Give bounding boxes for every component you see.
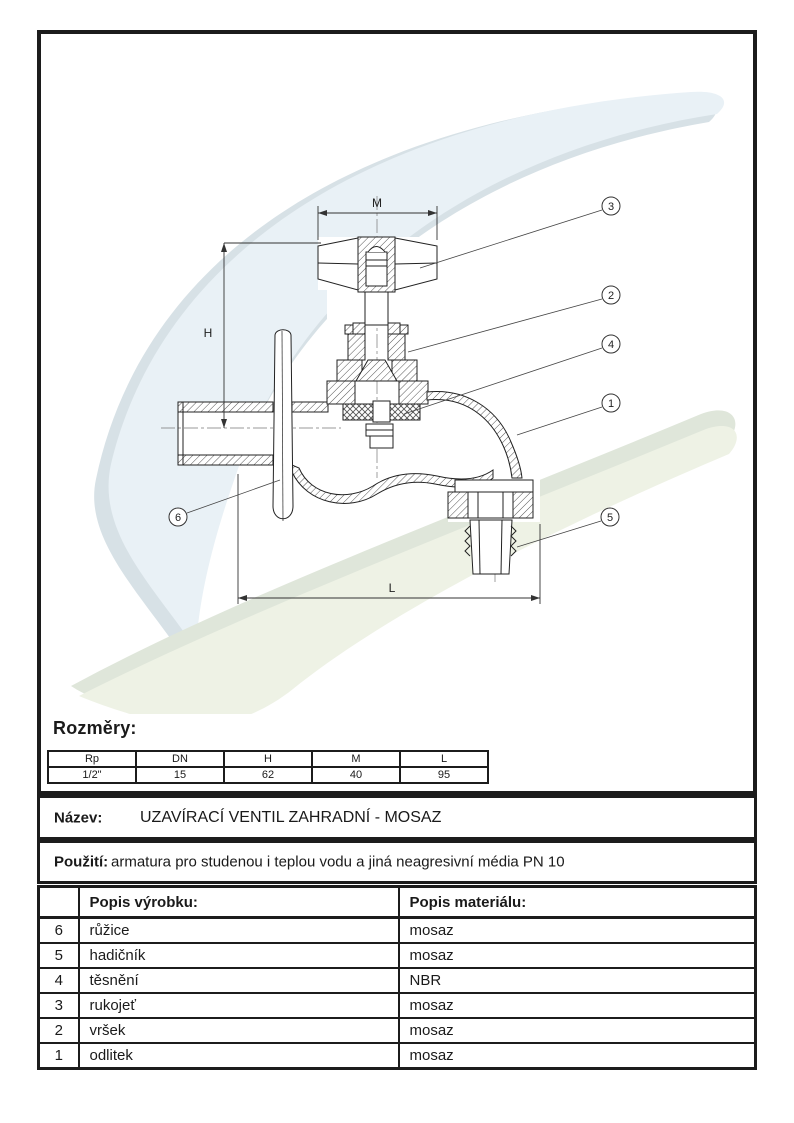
part-number: 6	[39, 918, 79, 944]
parts-header-product: Popis výrobku:	[79, 887, 399, 918]
dim-value-rp: 1/2"	[48, 767, 136, 783]
part-product: vršek	[79, 1018, 399, 1043]
parts-table	[37, 885, 757, 1070]
dim-value-m: 40	[312, 767, 400, 783]
parts-header-material: Popis materiálu:	[399, 887, 756, 918]
dim-header-h: H	[224, 751, 312, 767]
dim-header-l: L	[400, 751, 488, 767]
parts-header-num	[39, 887, 79, 918]
part-material: mosaz	[399, 918, 756, 944]
part-number: 4	[39, 968, 79, 993]
callout-2: 2	[607, 290, 615, 302]
part-material: mosaz	[399, 993, 756, 1018]
part-material: mosaz	[399, 1018, 756, 1043]
hose-barb	[465, 520, 516, 574]
dimensions-header-row	[48, 751, 488, 767]
callout-1: 1	[607, 398, 615, 410]
part-material: mosaz	[399, 943, 756, 968]
table-row	[39, 1018, 756, 1043]
callout-6: 6	[174, 512, 182, 524]
dimensions-table	[47, 750, 489, 784]
parts-header-row	[39, 887, 756, 918]
callout-5: 5	[606, 512, 614, 524]
dimensions-value-row	[48, 767, 488, 783]
name-label: Název:	[54, 809, 103, 826]
part-number: 5	[39, 943, 79, 968]
dim-label-m: M	[372, 196, 382, 210]
part-product: těsnění	[79, 968, 399, 993]
product-name: UZAVÍRACÍ VENTIL ZAHRADNÍ - MOSAZ	[140, 808, 442, 826]
part-product: růžice	[79, 918, 399, 944]
table-row	[39, 993, 756, 1018]
dim-value-l: 95	[400, 767, 488, 783]
name-box	[37, 795, 757, 840]
table-row	[39, 1043, 756, 1069]
drawing-panel	[37, 30, 757, 795]
part-product: rukojeť	[79, 993, 399, 1018]
handle	[318, 237, 437, 292]
usage-label: Použití:	[54, 853, 109, 871]
part-product: odlitek	[79, 1043, 399, 1069]
part-product: hadičník	[79, 943, 399, 968]
dim-value-dn: 15	[136, 767, 224, 783]
dimensions-heading: Rozměry:	[53, 718, 137, 738]
table-row	[39, 918, 756, 944]
valve-technical-drawing	[41, 34, 753, 714]
table-row	[39, 943, 756, 968]
dim-value-h: 62	[224, 767, 312, 783]
callout-3: 3	[607, 201, 615, 213]
usage-box	[37, 840, 757, 884]
part-number: 3	[39, 993, 79, 1018]
part-material: NBR	[399, 968, 756, 993]
dim-label-h: H	[203, 326, 213, 340]
dim-header-m: M	[312, 751, 400, 767]
usage-text: armatura pro studenou i teplou vodu a jiná neagresivní média PN 10	[111, 853, 565, 871]
dim-label-l: L	[388, 581, 396, 595]
callout-4: 4	[607, 339, 615, 351]
flange-rosette	[273, 330, 293, 521]
part-number: 1	[39, 1043, 79, 1069]
dim-header-rp: Rp	[48, 751, 136, 767]
part-material: mosaz	[399, 1043, 756, 1069]
dim-header-dn: DN	[136, 751, 224, 767]
part-number: 2	[39, 1018, 79, 1043]
table-row	[39, 968, 756, 993]
union-nut	[448, 480, 533, 518]
